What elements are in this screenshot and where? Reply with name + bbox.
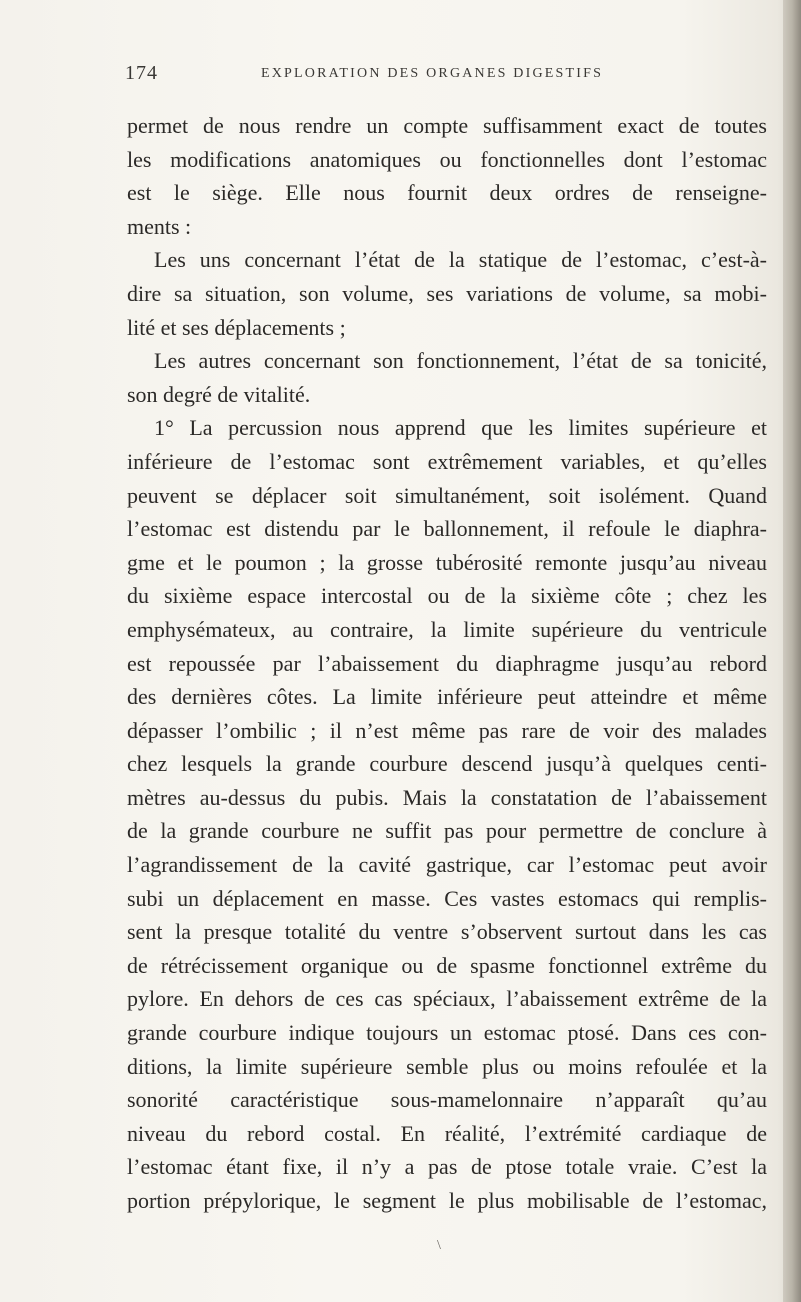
text-line: l’agrandissement de la cavité gastrique, car l’estomac peut avoir xyxy=(127,852,767,878)
text-line: portion prépylorique, le segment le plus mobilisable de l’estomac, xyxy=(127,1188,767,1213)
text-line: l’estomac est distendu par le ballonnement, il refoule le diaphra- xyxy=(127,516,767,542)
text-line: inférieure de l’estomac sont extrêmement variables, et qu’elles xyxy=(127,448,767,474)
text-line: ments : xyxy=(127,213,192,239)
text-line: les modifications anatomiques ou fonctionnelles dont l’estomac xyxy=(127,146,767,172)
text-line: est repoussée par l’abaissement du diaphragme jusqu’au rebord xyxy=(127,650,767,676)
page-header xyxy=(125,62,785,92)
text-line: peuvent se déplacer soit simultanément, soit isolément. Quand xyxy=(127,482,767,508)
text-line: l’estomac étant fixe, il n’y a pas de ptose totale vraie. C’est la xyxy=(127,1154,767,1180)
text-line: gme et le poumon ; la grosse tubérosité remonte jusqu’au niveau xyxy=(127,549,767,575)
text-line: sonorité caractéristique sous-mamelonnaire n’apparaît qu’au xyxy=(127,1087,767,1113)
text-line: grande courbure indique toujours un estomac ptosé. Dans ces con- xyxy=(127,1020,767,1046)
text-line: niveau du rebord costal. En réalité, l’extrémité cardiaque de xyxy=(127,1120,767,1146)
text-line: ditions, la limite supérieure semble plus ou moins refoulée et la xyxy=(127,1053,767,1079)
text-line: subi un déplacement en masse. Ces vastes estomacs qui remplis- xyxy=(127,885,767,911)
text-line: Les autres concernant son fonctionnement, l’état de sa tonicité, xyxy=(154,348,767,374)
text-line: sent la presque totalité du ventre s’observent surtout dans les cas xyxy=(127,919,767,945)
text-line: dépasser l’ombilic ; il n’est même pas rare de voir des malades xyxy=(127,717,767,743)
text-line: de la grande courbure ne suffit pas pour permettre de conclure à xyxy=(127,818,767,844)
page-number: 174 xyxy=(125,62,158,84)
text-line: pylore. En dehors de ces cas spéciaux, l’abaissement extrême de la xyxy=(127,986,767,1012)
text-line: du sixième espace intercostal ou de la sixième côte ; chez les xyxy=(127,583,767,609)
text-line: lité et ses déplacements ; xyxy=(127,314,346,340)
text-line: chez lesquels la grande courbure descend jusqu’à quelques centi- xyxy=(127,751,767,777)
text-line: emphysémateux, au contraire, la limite supérieure du ventricule xyxy=(127,616,767,642)
stray-mark: \ xyxy=(437,1238,441,1253)
text-line: permet de nous rendre un compte suffisamment exact de toutes xyxy=(127,113,767,138)
text-line: Les uns concernant l’état de la statique de l’estomac, c’est-à- xyxy=(154,247,767,273)
text-line: 1° La percussion nous apprend que les limites supérieure et xyxy=(154,415,767,441)
running-title: EXPLORATION DES ORGANES DIGESTIFS xyxy=(261,66,604,81)
text-line: dire sa situation, son volume, ses variations de volume, sa mobi- xyxy=(127,280,767,306)
text-line: de rétrécissement organique ou de spasme fonctionnel extrême du xyxy=(127,952,767,978)
text-line: mètres au-dessus du pubis. Mais la constatation de l’abaissement xyxy=(127,784,767,810)
page-edge-shadow xyxy=(783,0,801,1302)
text-line: est le siège. Elle nous fournit deux ordres de renseigne- xyxy=(127,180,767,206)
body-text xyxy=(127,109,767,1218)
text-line: son degré de vitalité. xyxy=(127,381,311,407)
text-line: des dernières côtes. La limite inférieure peut atteindre et même xyxy=(127,684,767,710)
